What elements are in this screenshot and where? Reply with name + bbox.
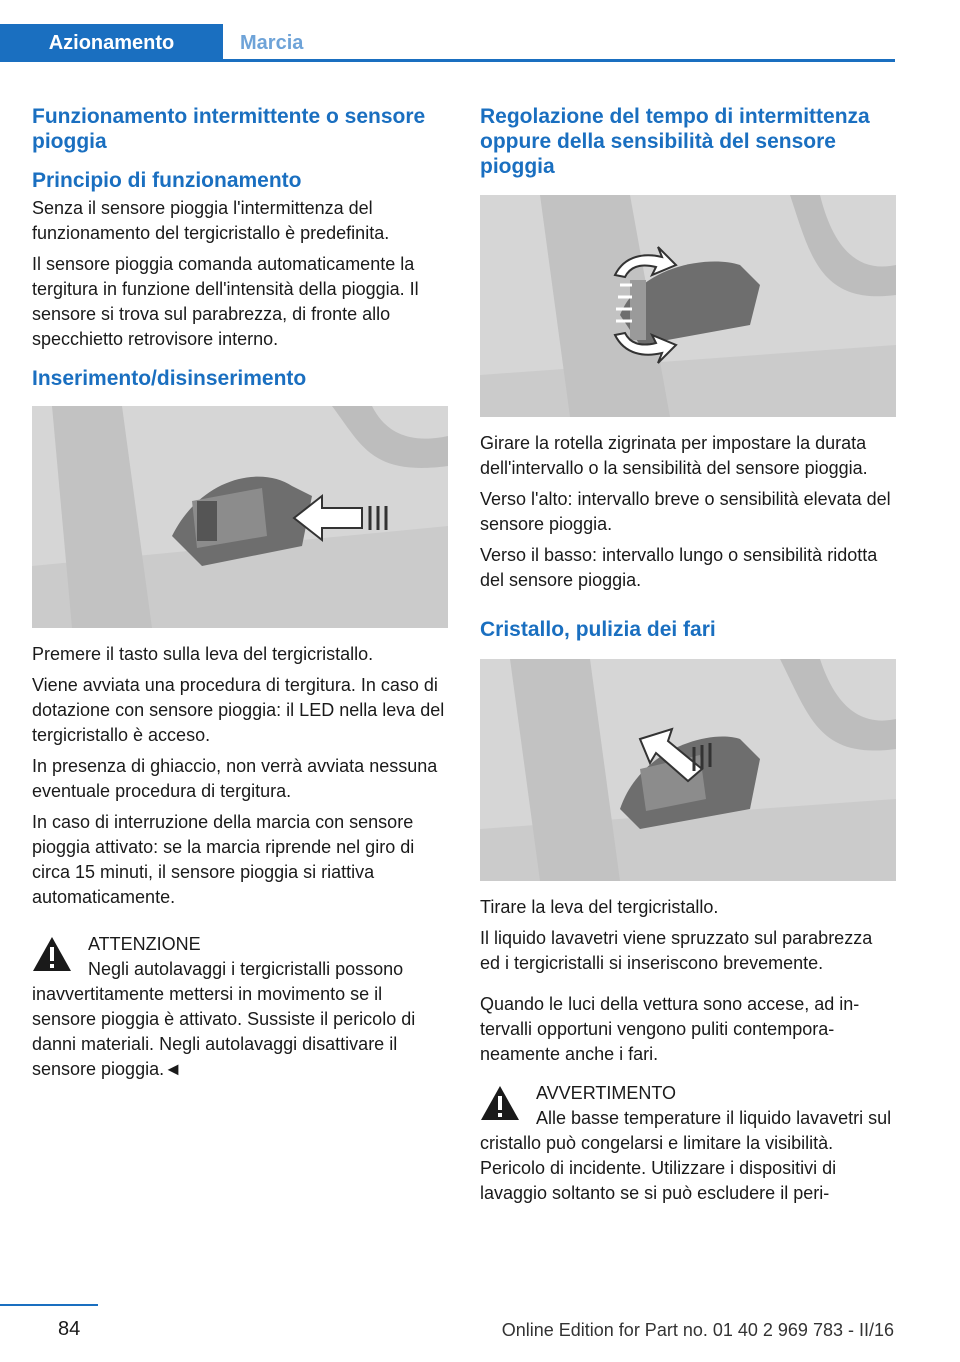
wiper-lever-press-image xyxy=(32,406,448,628)
left-column xyxy=(32,104,448,1082)
warning-text: Alle basse temperature il liquido lavavetri sul cristallo può congelarsi e limitare la visibilità. Pericolo di incidente. Utilizzare i dispositivi di lavaggio soltanto se si può escludere il peri- xyxy=(480,1108,892,1203)
wiper-wheel-illustration xyxy=(480,195,896,417)
subheading-principle: Principio di funzionamento xyxy=(32,169,302,192)
paragraph: Verso il basso: intervallo lungo o sensibilità ridotta del sensore pioggia. xyxy=(480,545,878,590)
right-column xyxy=(480,104,896,1206)
tab-azionamento[interactable]: Azionamento xyxy=(0,24,223,62)
wiper-wheel-image xyxy=(480,195,896,417)
subheading-cleaning: Cristallo, pulizia dei fari xyxy=(480,618,716,641)
page-number: 84 xyxy=(58,1318,81,1340)
subheading-switch: Inserimento/disinserimento xyxy=(32,367,307,390)
warning-block-caution xyxy=(480,1081,896,1206)
paragraph: Verso l'alto: intervallo breve o sensibilità elevata del sensore pioggia. xyxy=(480,489,891,534)
paragraph: Viene avviata una procedura di tergitura. In caso di dotazione con sensore pioggia: il LED nella leva del tergicristallo è acceso. xyxy=(32,675,445,745)
warning-heading: AVVERTIMENTO xyxy=(536,1083,677,1103)
footer-rule xyxy=(0,1304,98,1306)
wiper-lever-press-illustration xyxy=(32,406,448,628)
paragraph: In presenza di ghiaccio, non verrà avviata nessuna eventuale procedura di tergitura. xyxy=(32,756,438,801)
section-title-interval: Regolazione del tempo di intermittenza oppure della sensibilità del sensore pioggia xyxy=(480,105,870,178)
paragraph: Tirare la leva del tergicristallo. xyxy=(480,897,719,917)
warning-block-attention xyxy=(32,932,448,1082)
warning-triangle-icon xyxy=(32,936,72,972)
section-title-intermittent: Funzionamento intermittente o sensore pioggia xyxy=(32,105,426,153)
paragraph: Senza il sensore pioggia l'intermittenza del funzionamento del tergicristallo è predefinita. xyxy=(32,198,390,243)
warning-text: Negli autolavaggi i tergicristalli possono inavvertitamente mettersi in movimento se il sensore pioggia è attivato. Sussiste il pericolo di danni materiali. Negli autolavaggi disattivare il sensore pioggia.◄ xyxy=(32,959,416,1079)
paragraph: Premere il tasto sulla leva del tergicristallo. xyxy=(32,644,374,664)
header-tabbar xyxy=(0,24,895,62)
wiper-lever-pull-illustration xyxy=(480,659,896,881)
tab-marcia[interactable]: Marcia xyxy=(240,31,304,54)
paragraph: Quando le luci della vettura sono accese, ad intervalli opportuni vengono puliti contemporaneamente anche i fari. xyxy=(480,994,860,1064)
edition-note: Online Edition for Part no. 01 40 2 969 783 - II/16 xyxy=(501,1320,894,1340)
warning-heading: ATTENZIONE xyxy=(88,934,201,954)
paragraph: In caso di interruzione della marcia con sensore pioggia attivato: se la marcia riprende nel giro di circa 15 minuti, il sensore pioggia si riattiva automaticamente. xyxy=(32,812,415,907)
paragraph: Girare la rotella zigrinata per impostare la durata dell'intervallo o la sensibilità del sensore pioggia. xyxy=(480,433,868,478)
wiper-lever-pull-image xyxy=(480,659,896,881)
paragraph: Il liquido lavavetri viene spruzzato sul parabrezza ed i tergicristalli si inseriscono brevemente. xyxy=(480,928,873,973)
header-rule xyxy=(0,59,895,62)
warning-triangle-icon xyxy=(480,1085,520,1121)
paragraph: Il sensore pioggia comanda automaticamente la tergitura in funzione dell'intensità della pioggia. Il sensore si trova sul parabrezza, di fronte allo specchietto retrovisore interno. xyxy=(32,254,419,349)
